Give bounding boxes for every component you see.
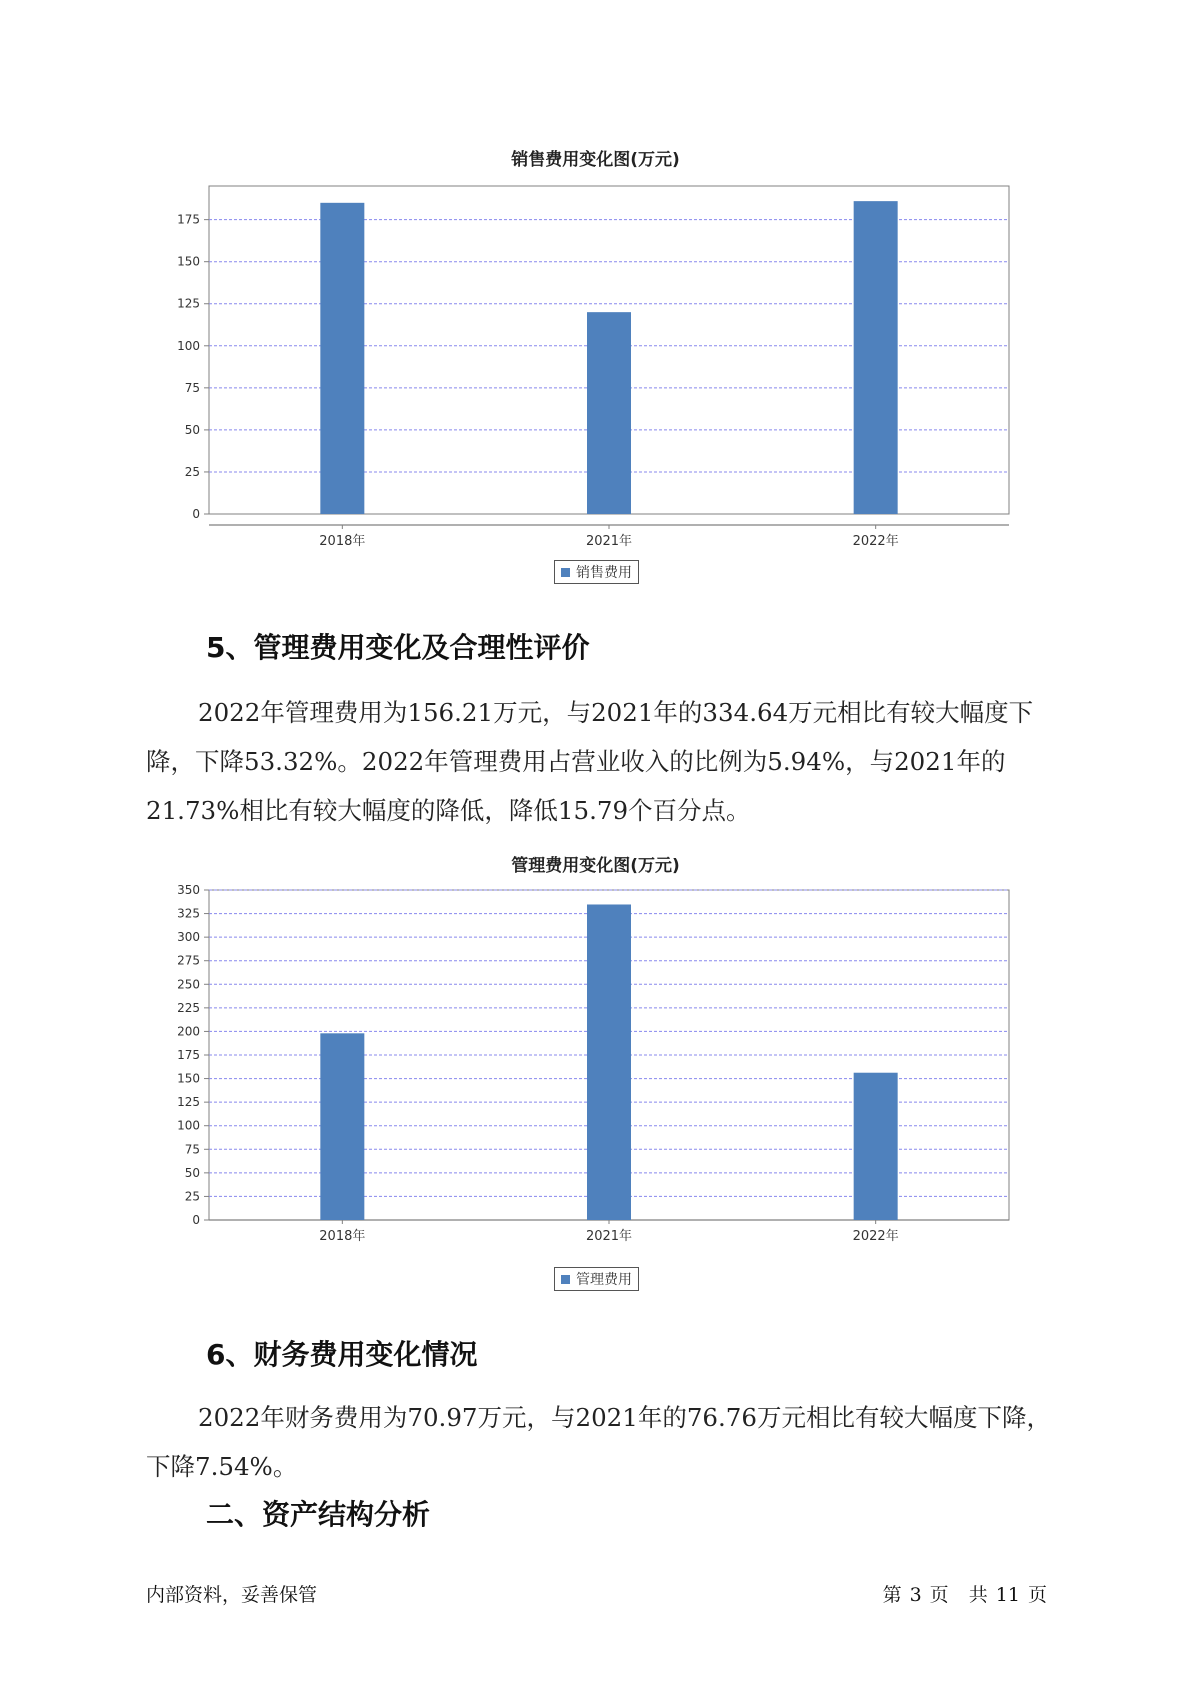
total-prefix: 共 xyxy=(968,1584,988,1606)
section-heading-two: 二、资产结构分析 xyxy=(206,1498,431,1531)
legend-label: 销售费用 xyxy=(576,565,632,581)
y-tick-label: 0 xyxy=(192,1213,200,1227)
x-tick-label: 2018年 xyxy=(319,1229,366,1244)
bar-2021年 xyxy=(587,904,631,1220)
y-tick-label: 100 xyxy=(177,338,200,353)
x-tick-label: 2021年 xyxy=(585,1229,633,1244)
y-tick-label: 225 xyxy=(177,1000,200,1015)
paragraph-5: 2022年管理费用为156.21万元，与2021年的334.64万元相比有较大幅度下降，下降53.32%。2022年管理费用占营业收入的比例为5.94%，与2021年的21.73%相比有较大幅度的降低，降低15.79个百分点。 xyxy=(146,698,1034,825)
y-tick-label: 350 xyxy=(177,883,200,897)
page-number: 3 xyxy=(909,1584,922,1606)
y-tick-label: 125 xyxy=(177,1095,200,1110)
y-tick-label: 175 xyxy=(177,212,200,227)
y-tick-label: 50 xyxy=(184,1165,200,1180)
page-unit: 页 xyxy=(929,1584,949,1606)
page-prefix: 第 xyxy=(882,1584,902,1606)
y-tick-label: 25 xyxy=(184,464,200,479)
y-tick-label: 275 xyxy=(177,953,200,968)
total-pages: 11 xyxy=(995,1584,1020,1606)
bar-2022年 xyxy=(854,1073,898,1220)
y-tick-label: 75 xyxy=(184,1142,200,1157)
section-heading-5: 5、管理费用变化及合理性评价 xyxy=(206,631,590,664)
x-tick-label: 2018年 xyxy=(319,534,366,549)
chart-title-admin: 管理费用变化图(万元) xyxy=(511,856,680,876)
y-tick-label: 25 xyxy=(184,1189,200,1204)
x-tick-label: 2022年 xyxy=(852,1229,899,1244)
legend-label: 管理费用 xyxy=(576,1272,632,1288)
y-tick-label: 300 xyxy=(177,930,200,945)
chart-title-sales: 销售费用变化图(万元) xyxy=(511,150,680,170)
total-unit: 页 xyxy=(1027,1584,1047,1606)
y-tick-label: 75 xyxy=(184,380,200,395)
y-tick-label: 150 xyxy=(177,1071,200,1086)
y-tick-label: 150 xyxy=(177,254,200,269)
y-tick-label: 50 xyxy=(184,422,200,437)
paragraph-6: 2022年财务费用为70.97万元，与2021年的76.76万元相比有较大幅度下降，下降7.54%。 xyxy=(146,1403,1051,1481)
footer-confidential: 内部资料，妥善保管 xyxy=(146,1584,318,1606)
y-tick-label: 200 xyxy=(177,1024,200,1039)
y-tick-label: 175 xyxy=(177,1048,200,1062)
y-tick-label: 325 xyxy=(177,906,200,921)
x-tick-label: 2022年 xyxy=(852,534,899,549)
chart-legend-admin xyxy=(554,1267,639,1291)
x-tick-label: 2021年 xyxy=(585,534,633,549)
page-indicator xyxy=(879,1580,1051,1607)
bar-2018年 xyxy=(320,1033,364,1220)
legend-swatch xyxy=(561,1275,570,1284)
section-heading-6: 6、财务费用变化情况 xyxy=(206,1338,478,1371)
y-tick-label: 125 xyxy=(177,296,200,311)
y-tick-label: 0 xyxy=(192,507,200,521)
y-tick-label: 100 xyxy=(177,1118,200,1133)
y-tick-label: 250 xyxy=(177,977,200,992)
